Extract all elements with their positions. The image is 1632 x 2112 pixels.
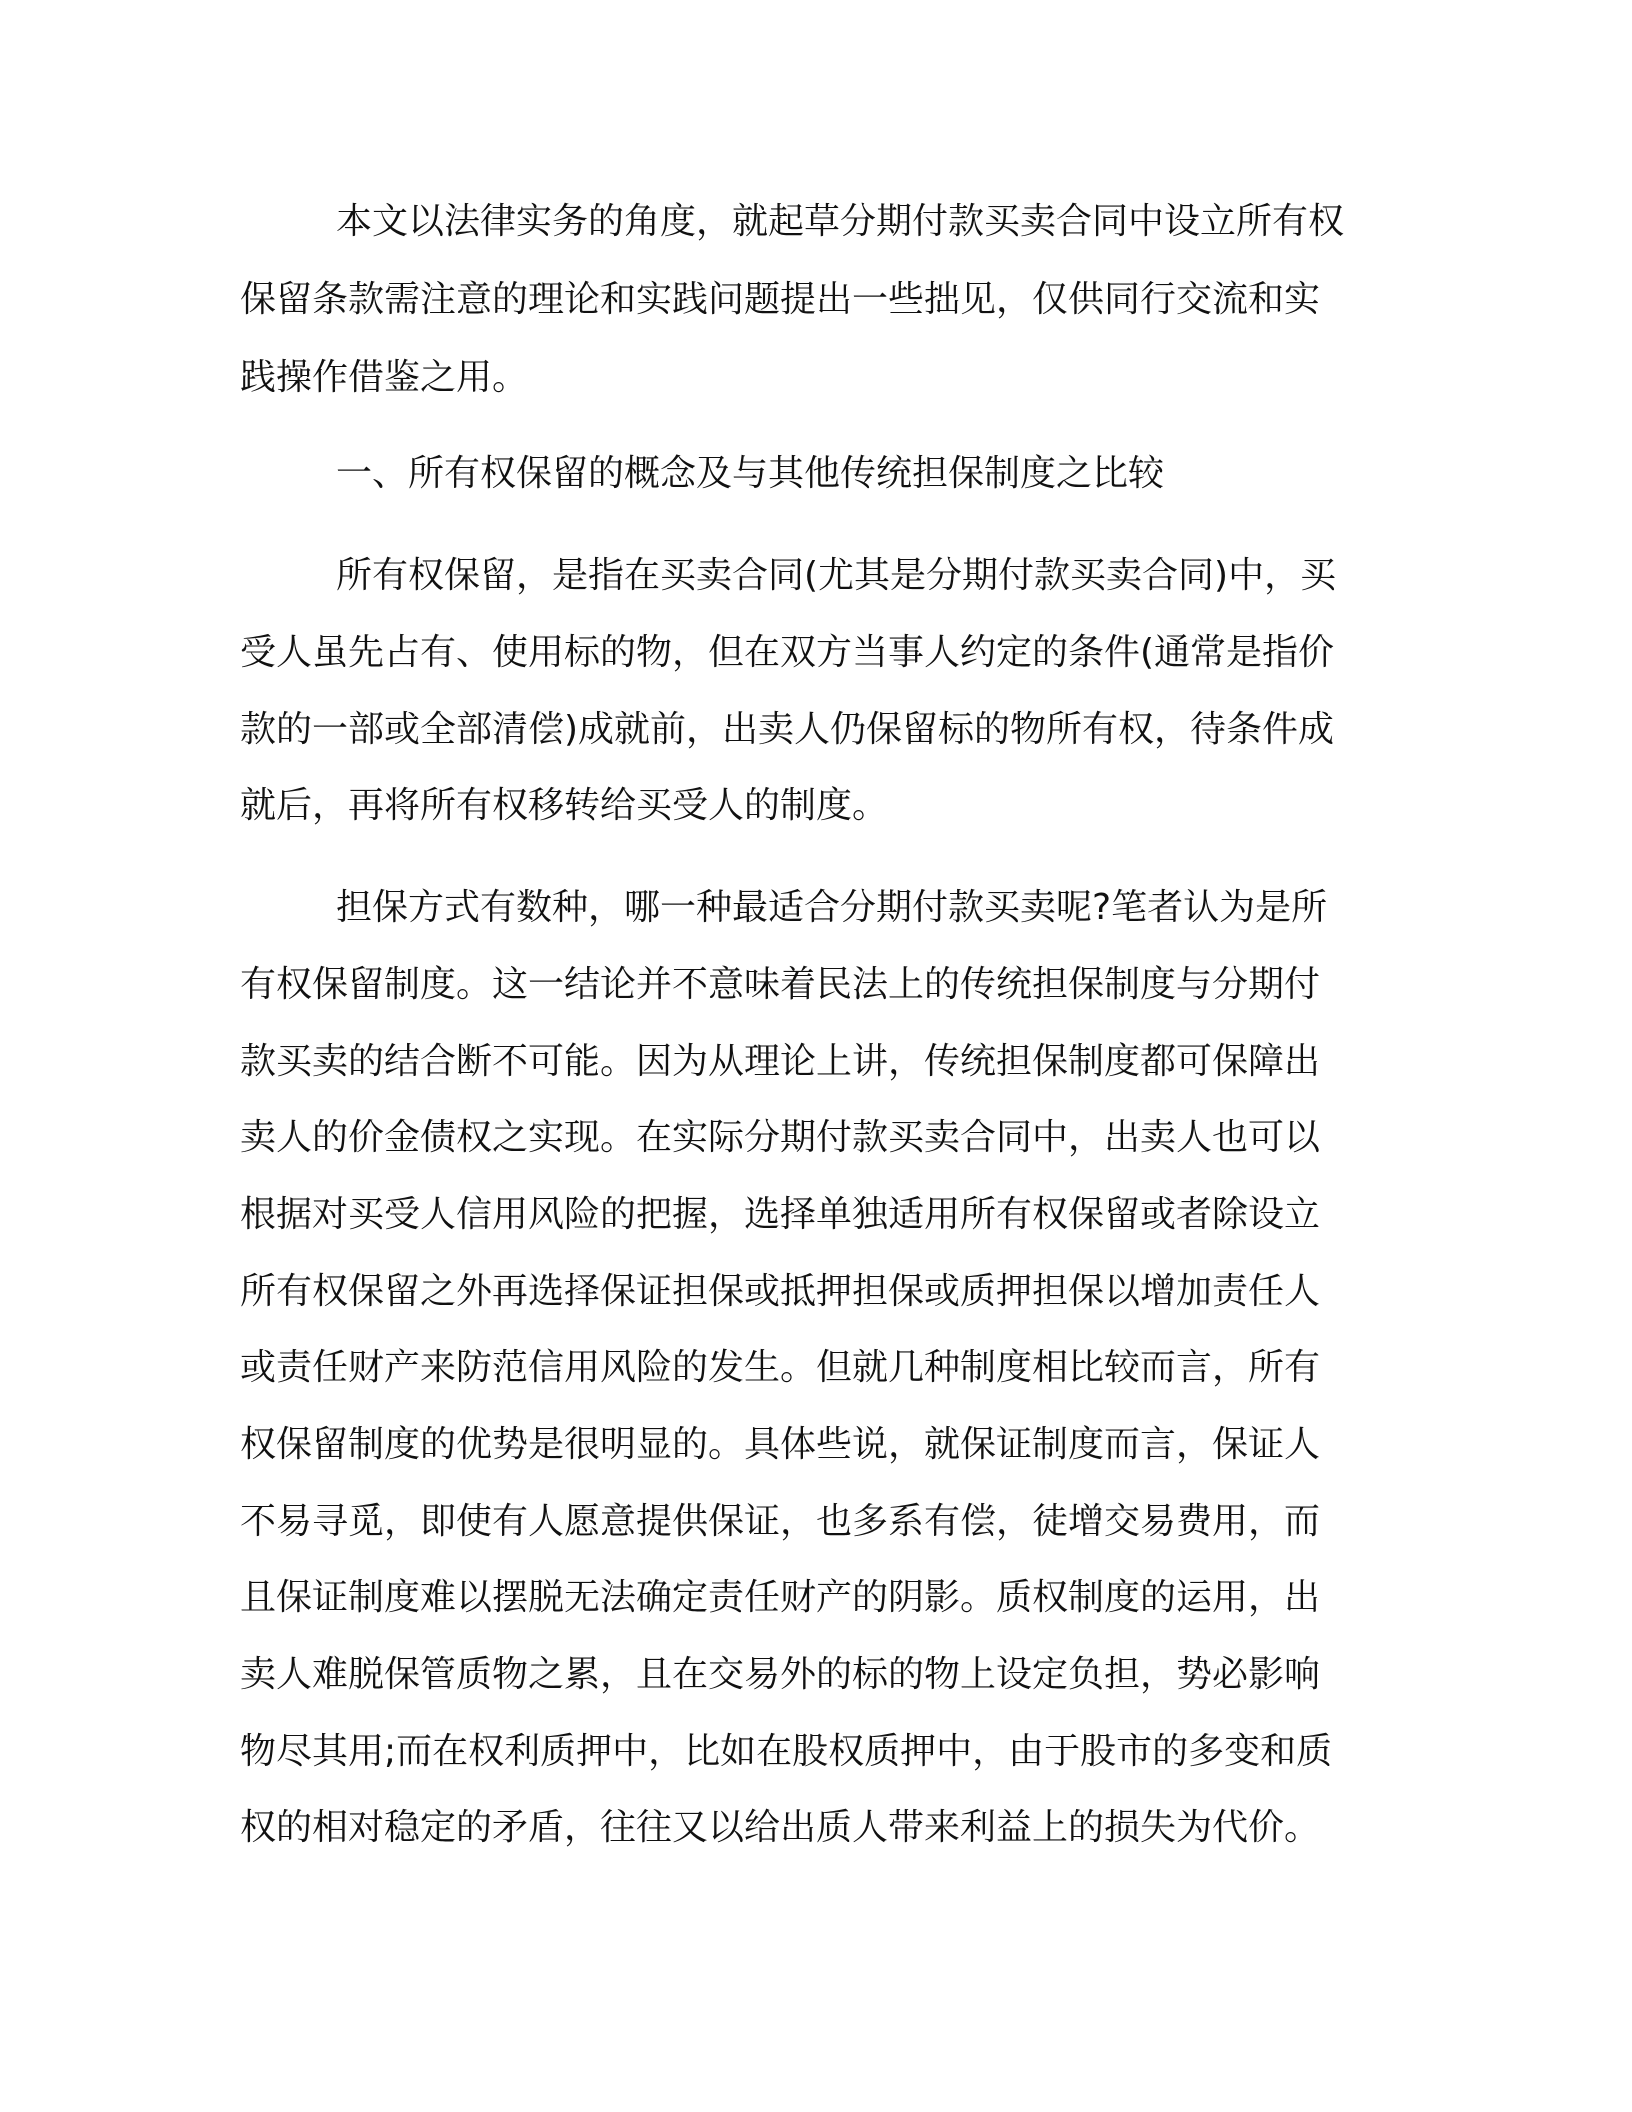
paragraph-2-line-1: 所有权保留，是指在买卖合同(尤其是分期付款买卖合同)中，买	[336, 555, 1337, 596]
paragraph-3-line-2: 有权保留制度。这一结论并不意味着民法上的传统担保制度与分期付	[240, 964, 1321, 1005]
paragraph-1-line-1: 本文以法律实务的角度，就起草分期付款买卖合同中设立所有权	[336, 201, 1345, 242]
paragraph-3-line-8: 权保留制度的优势是很明显的。具体些说，就保证制度而言，保证人	[240, 1424, 1321, 1465]
section-heading: 一、所有权保留的概念及与其他传统担保制度之比较	[336, 453, 1165, 494]
paragraph-2-line-3: 款的一部或全部清偿)成就前，出卖人仍保留标的物所有权，待条件成	[240, 709, 1335, 750]
paragraph-3-line-11: 卖人难脱保管质物之累，且在交易外的标的物上设定负担，势必影响	[240, 1654, 1321, 1695]
paragraph-1-line-2: 保留条款需注意的理论和实践问题提出一些拙见，仅供同行交流和实	[240, 279, 1321, 320]
paragraph-3-line-7: 或责任财产来防范信用风险的发生。但就几种制度相比较而言，所有	[240, 1347, 1321, 1388]
paragraph-3-line-5: 根据对买受人信用风险的把握，选择单独适用所有权保留或者除设立	[240, 1194, 1321, 1235]
paragraph-2-line-2: 受人虽先占有、使用标的物，但在双方当事人约定的条件(通常是指价	[240, 632, 1335, 673]
paragraph-3-line-1: 担保方式有数种，哪一种最适合分期付款买卖呢?笔者认为是所	[336, 887, 1328, 928]
paragraph-2-line-4: 就后，再将所有权移转给买受人的制度。	[240, 785, 889, 826]
paragraph-3-line-12: 物尽其用;而在权利质押中，比如在股权质押中，由于股市的多变和质	[240, 1731, 1333, 1772]
paragraph-3-line-6: 所有权保留之外再选择保证担保或抵押担保或质押担保以增加责任人	[240, 1271, 1321, 1312]
paragraph-3-line-3: 款买卖的结合断不可能。因为从理论上讲，传统担保制度都可保障出	[240, 1041, 1321, 1082]
paragraph-3-line-13: 权的相对稳定的矛盾，往往又以给出质人带来利益上的损失为代价。	[240, 1807, 1321, 1848]
paragraph-1-line-3: 践操作借鉴之用。	[240, 357, 529, 398]
paragraph-3-line-4: 卖人的价金债权之实现。在实际分期付款买卖合同中，出卖人也可以	[240, 1117, 1321, 1158]
paragraph-3-line-10: 且保证制度难以摆脱无法确定责任财产的阴影。质权制度的运用，出	[240, 1577, 1321, 1618]
paragraph-3-line-9: 不易寻觅，即使有人愿意提供保证，也多系有偿，徒增交易费用，而	[240, 1501, 1321, 1542]
